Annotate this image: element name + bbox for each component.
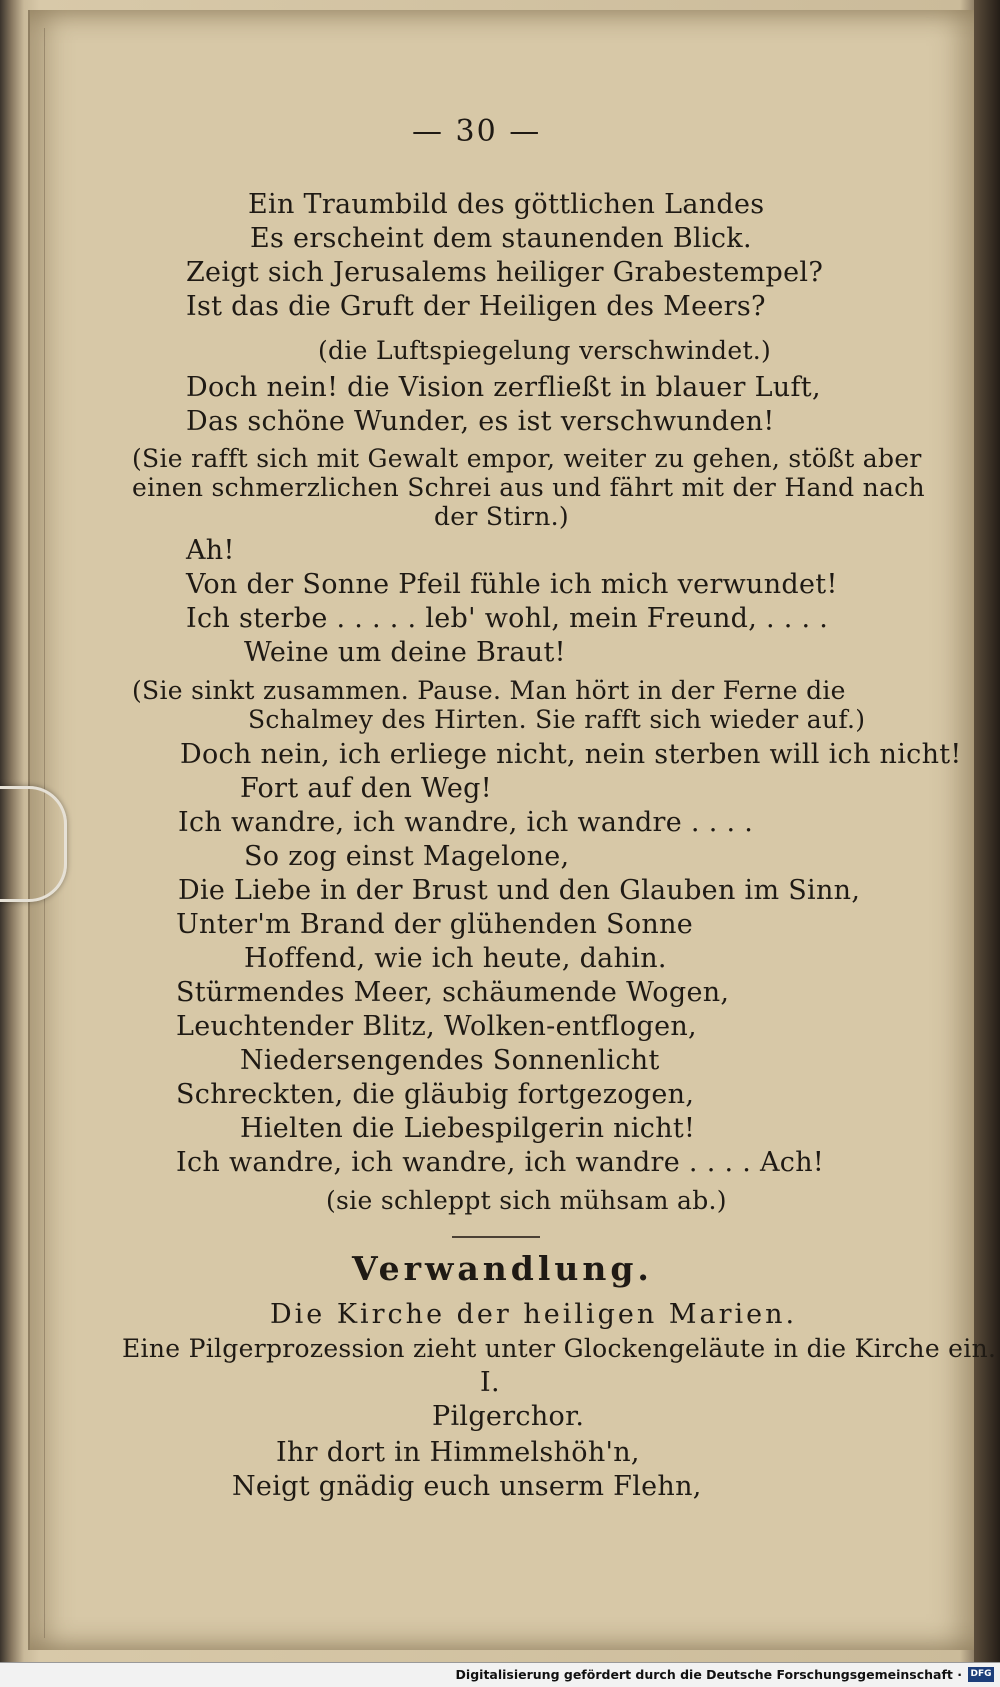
page-clip-icon (0, 786, 67, 902)
verse-line: So zog einst Magelone, (244, 841, 570, 872)
verse-line: Hoffend, wie ich heute, dahin. (244, 943, 667, 974)
verse-line: Ein Traumbild des göttlichen Landes (248, 189, 765, 220)
verse-line: Unter'm Brand der glühenden Sonne (176, 909, 694, 940)
stage-direction: (Sie rafft sich mit Gewalt empor, weiter zu gehen, stößt aber (132, 444, 922, 473)
footer-bar (0, 1662, 1000, 1687)
verse-line: Hielten die Liebespilgerin nicht! (240, 1113, 696, 1144)
verse-line: Doch nein! die Vision zerfließt in blauer Luft, (186, 372, 821, 403)
section-number: I. (480, 1367, 500, 1398)
verse-line: Weine um deine Braut! (244, 637, 566, 668)
verse-line: Ist das die Gruft der Heiligen des Meers? (186, 291, 766, 322)
verse-line: Niedersengendes Sonnenlicht (240, 1045, 660, 1076)
page-number: — 30 — (412, 114, 542, 149)
scene-title: Die Kirche der heiligen Marien. (270, 1299, 798, 1330)
chorus-line: Ihr dort in Himmelshöh'n, (276, 1437, 640, 1468)
verse-line: Ich sterbe . . . . . leb' wohl, mein Freund, . . . . (186, 603, 829, 634)
verse-line: Das schöne Wunder, es ist verschwunden! (186, 406, 775, 437)
scene-heading: Verwandlung. (352, 1249, 653, 1288)
verse-line: Es erscheint dem staunenden Blick. (250, 223, 752, 254)
verse-line: Doch nein, ich erliege nicht, nein sterben will ich nicht! (180, 739, 962, 770)
verse-line: Ich wandre, ich wandre, ich wandre . . . . Ach! (176, 1147, 825, 1178)
verse-line: Schreckten, die gläubig fortgezogen, (176, 1079, 695, 1110)
chorus-title: Pilgerchor. (432, 1401, 585, 1432)
verse-line: Stürmendes Meer, schäumende Wogen, (176, 977, 730, 1008)
verse-line: Von der Sonne Pfeil fühle ich mich verwundet! (186, 569, 838, 600)
verse-line: Ich wandre, ich wandre, ich wandre . . . . (178, 807, 754, 838)
book-edge (974, 0, 1000, 1687)
verse-line: Ah! (186, 535, 235, 566)
dfg-logo-icon: DFG (968, 1667, 994, 1682)
stage-direction: Schalmey des Hirten. Sie rafft sich wieder auf.) (248, 705, 866, 734)
verse-line: Zeigt sich Jerusalems heiliger Grabestempel? (186, 257, 824, 288)
stage-direction: (Sie sinkt zusammen. Pause. Man hört in der Ferne die (132, 676, 846, 705)
stage-direction: (die Luftspiegelung verschwindet.) (318, 336, 772, 365)
verse-line: Fort auf den Weg! (240, 773, 492, 804)
stage-direction: einen schmerzlichen Schrei aus und fährt mit der Hand nach (132, 473, 925, 502)
stage-direction: (sie schleppt sich mühsam ab.) (326, 1186, 727, 1215)
section-divider (452, 1236, 540, 1238)
stage-direction: der Stirn.) (434, 502, 569, 531)
verse-line: Leuchtender Blitz, Wolken-entflogen, (176, 1011, 697, 1042)
footer-credit: Digitalisierung gefördert durch die Deutsche Forschungsgemeinschaft · (455, 1667, 962, 1682)
chorus-line: Neigt gnädig euch unserm Flehn, (232, 1471, 702, 1502)
scene-direction: Eine Pilgerprozession zieht unter Glockengeläute in die Kirche ein. (122, 1334, 997, 1363)
verse-line: Die Liebe in der Brust und den Glauben im Sinn, (178, 875, 861, 906)
